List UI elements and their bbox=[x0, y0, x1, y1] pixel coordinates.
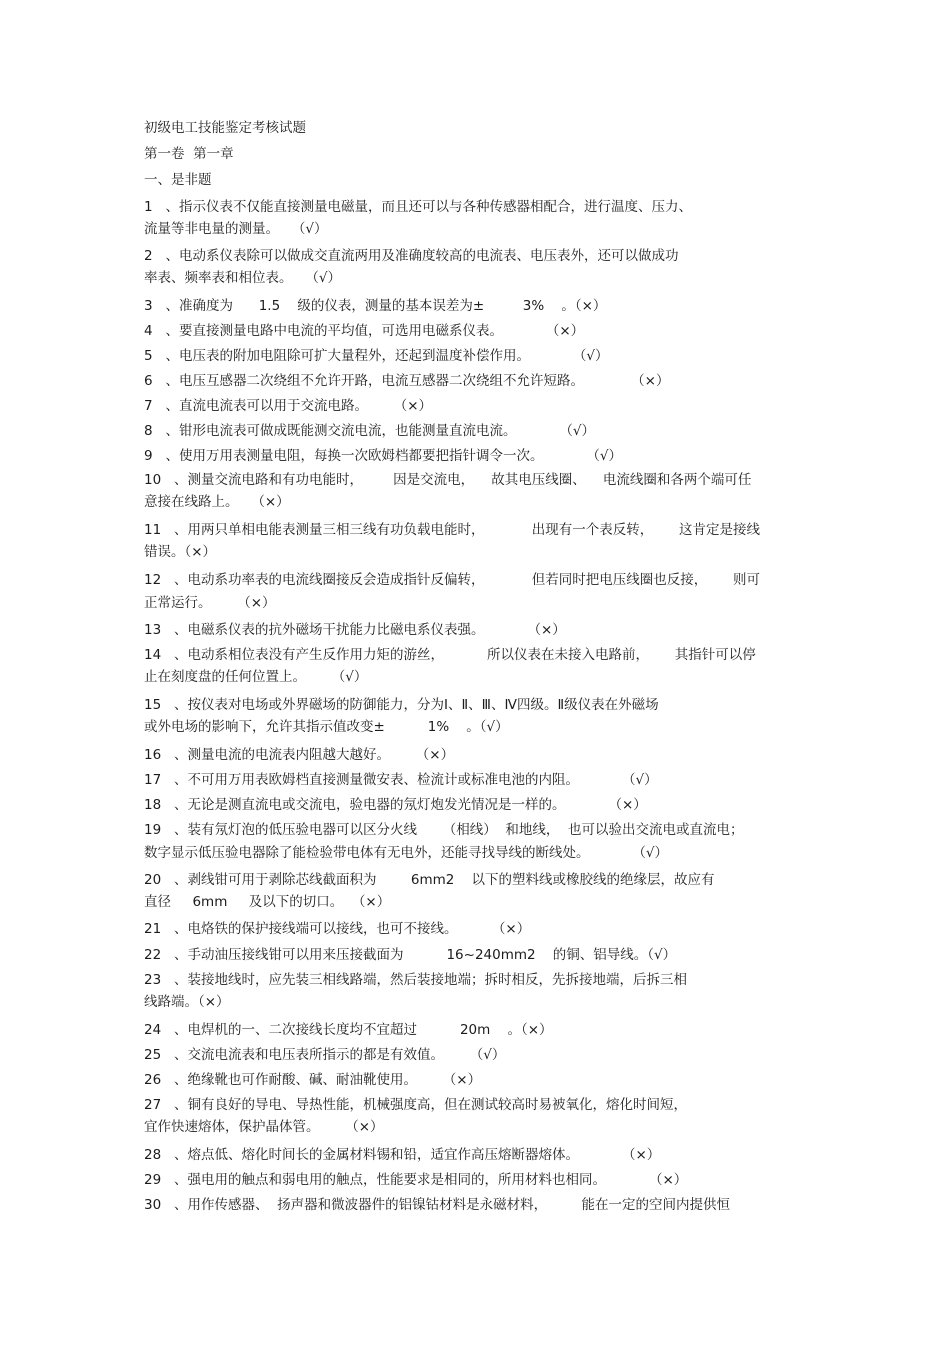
question-line: 3 、准确度为 1.5 级的仪表，测量的基本误差为± 3% 。（×） bbox=[144, 298, 607, 314]
question-line: 宜作快速熔体，保护晶体管。 （×） bbox=[144, 1119, 384, 1135]
question-line: 错误。（×） bbox=[144, 544, 217, 560]
question-line: 2 、电动系仪表除可以做成交直流两用及准确度较高的电流表、电压表外，还可以做成功 bbox=[144, 248, 679, 264]
question-line: 数字显示低压验电器除了能检验带电体有无电外，还能寻找导线的断线处。 （√） bbox=[144, 845, 669, 861]
question-line: 线路端。（×） bbox=[144, 994, 230, 1010]
question-line: 26 、绝缘靴也可作耐酸、碱、耐油靴使用。 （×） bbox=[144, 1072, 482, 1088]
question-line: 24 、电焊机的一、二次接线长度均不宜超过 20m 。（×） bbox=[144, 1022, 553, 1038]
question-line: 20 、剥线钳可用于剥除芯线截面积为 6mm2 以下的塑料线或橡胶线的绝缘层，故应有 bbox=[144, 872, 715, 888]
question-line: 16 、测量电流的电流表内阻越大越好。 （×） bbox=[144, 747, 455, 763]
section-heading: 一、是非题 bbox=[144, 172, 212, 188]
question-line: 流量等非电量的测量。 （√） bbox=[144, 221, 328, 237]
question-line: 或外电场的影响下，允许其指示值改变± 1% 。（√） bbox=[144, 719, 509, 735]
question-line: 4 、要直接测量电路中电流的平均值，可选用电磁系仪表。 （×） bbox=[144, 323, 585, 339]
question-line: 8 、钳形电流表可做成既能测交流电流，也能测量直流电流。 （√） bbox=[144, 423, 595, 439]
question-line: 12 、电动系功率表的电流线圈接反会造成指针反偏转， 但若同时把电压线圈也反接， 则可 bbox=[144, 572, 761, 588]
question-line: 27 、铜有良好的导电、导热性能，机械强度高，但在测试较高时易被氧化，熔化时间短， bbox=[144, 1097, 688, 1113]
question-line: 1 、指示仪表不仅能直接测量电磁量，而且还可以与各种传感器相配合，进行温度、压力、 bbox=[144, 199, 692, 215]
question-line: 直径 6mm 及以下的切口。 （×） bbox=[144, 894, 391, 910]
question-line: 9 、使用万用表测量电阻，每换一次欧姆档都要把指针调令一次。 （√） bbox=[144, 448, 622, 464]
question-line: 19 、装有氖灯泡的低压验电器可以区分火线 （相线） 和地线， 也可以验出交流电或直流电； bbox=[144, 822, 744, 838]
question-line: 10 、测量交流电路和有功电能时， 因是交流电， 故其电压线圈、 电流线圈和各两个端可任 bbox=[144, 472, 752, 488]
question-line: 13 、电磁系仪表的抗外磁场干扰能力比磁电系仪表强。 （×） bbox=[144, 622, 566, 638]
question-line: 止在刻度盘的任何位置上。 （√） bbox=[144, 669, 368, 685]
question-line: 正常运行。 （×） bbox=[144, 595, 276, 611]
question-line: 14 、电动系相位表没有产生反作用力矩的游丝， 所以仪表在未接入电路前， 其指针可以停 bbox=[144, 647, 756, 663]
question-line: 7 、直流电流表可以用于交流电路。 （×） bbox=[144, 398, 433, 414]
question-line: 22 、手动油压接线钳可以用来压接截面为 16~240mm2 的铜、铝导线。（√） bbox=[144, 947, 677, 963]
question-line: 23 、装接地线时，应先装三相线路端，然后装接地端；拆时相反，先拆接地端，后拆三相 bbox=[144, 972, 688, 988]
question-line: 5 、电压表的附加电阻除可扩大量程外，还起到温度补偿作用。 （√） bbox=[144, 348, 609, 364]
question-line: 18 、无论是测直流电或交流电，验电器的氖灯炮发光情况是一样的。 （×） bbox=[144, 797, 647, 813]
question-line: 25 、交流电流表和电压表所指示的都是有效值。 （√） bbox=[144, 1047, 506, 1063]
question-line: 17 、不可用万用表欧姆档直接测量微安表、检流计或标准电池的内阻。 （√） bbox=[144, 772, 658, 788]
question-line: 29 、强电用的触点和弱电用的触点，性能要求是相同的，所用材料也相同。 （×） bbox=[144, 1172, 688, 1188]
document-subtitle: 第一卷 第一章 bbox=[144, 146, 234, 162]
question-line: 6 、电压互感器二次绕组不允许开路，电流互感器二次绕组不允许短路。 （×） bbox=[144, 373, 670, 389]
question-line: 意接在线路上。 （×） bbox=[144, 494, 290, 510]
question-line: 率表、频率表和相位表。 （√） bbox=[144, 270, 341, 286]
question-line: 15 、按仪表对电场或外界磁场的防御能力，分为Ⅰ、Ⅱ、Ⅲ、Ⅳ四级。Ⅱ级仪表在外磁场 bbox=[144, 697, 659, 713]
question-line: 21 、电烙铁的保护接线端可以接线，也可不接线。 （×） bbox=[144, 921, 531, 937]
question-line: 28 、熔点低、熔化时间长的金属材料锡和铅，适宜作高压熔断器熔体。 （×） bbox=[144, 1147, 661, 1163]
document-title: 初级电工技能鉴定考核试题 bbox=[144, 120, 306, 136]
question-line: 11 、用两只单相电能表测量三相三线有功负载电能时， 出现有一个表反转， 这肯定是接线 bbox=[144, 522, 761, 538]
question-line: 30 、用作传感器、 扬声器和微波器件的铝镍钴材料是永磁材料， 能在一定的空间内提供恒 bbox=[144, 1197, 730, 1213]
